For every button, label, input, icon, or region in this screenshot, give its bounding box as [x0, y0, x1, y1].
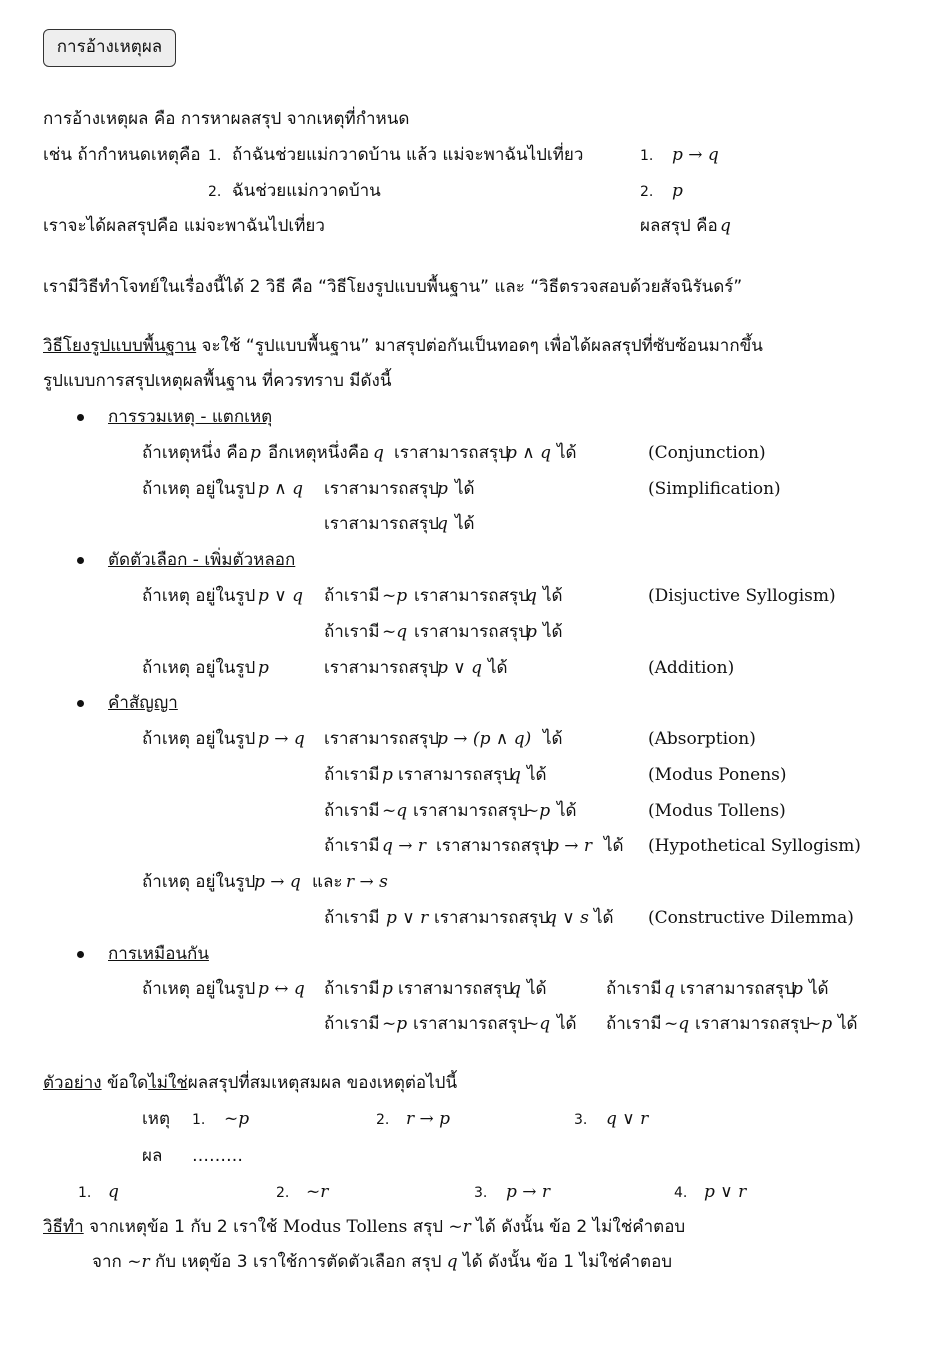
impl-r6-cm: p ∨ r	[386, 908, 429, 928]
basic-method-desc: จะใช้ “รูปแบบพื้นฐาน” มาสรุปต่อกันเป็นทอดๆ เพื่อได้ผลสรุปที่ซับซ้อนมากขึ้น	[196, 336, 763, 356]
impl-r1-name: (Absorption)	[648, 729, 756, 749]
equiv-r1-fm: q	[664, 979, 675, 999]
choice-1-num: 1.	[78, 1185, 92, 1201]
choice-2-num: 2.	[276, 1185, 290, 1201]
impl-r3-d: ได้	[557, 801, 577, 821]
choice-3-num: 3.	[474, 1185, 488, 1201]
disj-r1-c: ถ้าเรามี	[324, 586, 380, 606]
disj-r3-name: (Addition)	[648, 658, 735, 678]
impl-r3-cm: ~q	[382, 801, 408, 821]
equiv-r2-g: เราสามารถสรุป	[695, 1014, 810, 1034]
conj-r1-a: ถ้าเหตุหนึ่ง คือ	[142, 443, 249, 463]
impl-r1-cm: p → (p ∧ q)	[437, 729, 532, 749]
solution-s2-m: ~r	[127, 1252, 150, 1272]
equiv-r1-g: เราสามารถสรุป	[680, 979, 795, 999]
impl-r4-em: p → r	[548, 836, 593, 856]
example-lead: เช่น ถ้ากำหนดเหตุคือ	[43, 145, 201, 165]
disj-r2-e: เราสามารถสรุป	[414, 622, 529, 642]
example-q-u: ไม่ใช่	[148, 1073, 188, 1093]
premise1-text: ถ้าฉันช่วยแม่กวาดบ้าน แล้ว แม่จะพาฉันไปเที่ยว	[232, 145, 584, 165]
disj-r3-m: p	[258, 658, 269, 678]
disj-r1-m: p ∨ q	[258, 586, 304, 606]
impl-heading: คำสัญญา	[108, 693, 178, 713]
impl-r5-m2: r → s	[346, 872, 388, 892]
conj-r1-c: เราสามารถสรุป	[394, 443, 509, 463]
conj-r2-cm: p	[437, 479, 448, 499]
conj-r1-b: อีกเหตุหนึ่งคือ	[268, 443, 370, 463]
impl-r2-name: (Modus Ponens)	[648, 765, 787, 785]
equiv-r1-f: ถ้าเรามี	[606, 979, 662, 999]
conj-r1-m: p ∧ q	[506, 443, 552, 463]
equiv-r1-c: ถ้าเรามี	[324, 979, 380, 999]
basic-method-desc2: รูปแบบการสรุปเหตุผลพื้นฐาน ที่ควรทราบ มีดังนี้	[43, 371, 392, 391]
bullet-equiv	[77, 951, 84, 958]
methods-line: เรามีวิธีทำโจทย์ในเรื่องนี้ได้ 2 วิธี คือ “วิธีโยงรูปแบบพื้นฐาน” และ “วิธีตรวจสอบด้วยสัจนิรันดร์”	[43, 277, 743, 297]
equiv-r2-cm: ~p	[382, 1014, 408, 1034]
impl-r4-e: เราสามารถสรุป	[436, 836, 551, 856]
disj-r1-e: เราสามารถสรุป	[414, 586, 529, 606]
impl-r6-d: ได้	[594, 908, 614, 928]
equiv-r1-cm: p	[382, 979, 393, 999]
conj-r3-cm: q	[437, 514, 448, 534]
impl-r2-cm: p	[382, 765, 393, 785]
impl-r1-c: เราสามารถสรุป	[324, 729, 439, 749]
disj-r2-d: ได้	[543, 622, 563, 642]
impl-r3-e: เราสามารถสรุป	[413, 801, 528, 821]
equiv-r1-h: ได้	[809, 979, 829, 999]
example-question	[43, 1072, 457, 1094]
equiv-heading: การเหมือนกัน	[108, 944, 209, 964]
solution-s2-m2: q	[446, 1252, 458, 1272]
equiv-r1-m: p ↔ q	[258, 979, 305, 999]
example-p2: r → p	[406, 1109, 451, 1129]
solution-s2-a: จาก	[92, 1252, 128, 1272]
example-p1-num: 1.	[192, 1112, 206, 1128]
impl-r2-d: ได้	[527, 765, 547, 785]
disj-heading: ตัดตัวเลือก - เพิ่มตัวหลอก	[108, 550, 296, 570]
premise2-text: ฉันช่วยแม่กวาดบ้าน	[232, 181, 381, 201]
conj-r3-c: เราสามารถสรุป	[324, 514, 439, 534]
solution-s1-c: ได้ ดังนั้น ข้อ 2 ไม่ใช่คำตอบ	[470, 1217, 686, 1237]
choice-4-expr: p ∨ r	[704, 1182, 747, 1202]
bullet-disj	[77, 557, 84, 564]
bullet-impl	[77, 700, 84, 707]
choice-3-expr: p → r	[506, 1182, 551, 1202]
page-title: การอ้างเหตุผล	[43, 29, 176, 67]
example-label: ตัวอย่าง	[43, 1073, 102, 1093]
equiv-r2-em: ~q	[525, 1014, 551, 1034]
impl-r3-name: (Modus Tollens)	[648, 801, 786, 821]
equiv-r2-h: ได้	[838, 1014, 858, 1034]
conj-r1-name: (Conjunction)	[648, 443, 766, 463]
equiv-r2-fm: ~q	[664, 1014, 690, 1034]
equiv-r2-d: ได้	[557, 1014, 577, 1034]
equiv-r1-a: ถ้าเหตุ อยู่ในรูป	[142, 979, 256, 999]
conj-r2-a: ถ้าเหตุ อยู่ในรูป	[142, 479, 256, 499]
disj-r3-a: ถ้าเหตุ อยู่ในรูป	[142, 658, 256, 678]
disj-r3-d: ได้	[488, 658, 508, 678]
disj-r1-d: ได้	[543, 586, 563, 606]
conj-r2-name: (Simplification)	[648, 479, 781, 499]
solution-line-1	[43, 1216, 685, 1238]
conj-r1-p: p	[250, 443, 261, 463]
impl-r6-name: (Constructive Dilemma)	[648, 908, 854, 928]
impl-r6-e: เราสามารถสรุป	[434, 908, 549, 928]
definition-text: การอ้างเหตุผล คือ การหาผลสรุป จากเหตุที่กำหนด	[43, 109, 410, 129]
equiv-r1-e: เราสามารถสรุป	[398, 979, 513, 999]
impl-r4-c: ถ้าเรามี	[324, 836, 380, 856]
solution-s1-rule: Modus Tollens	[282, 1217, 408, 1237]
conj-r1-q: q	[373, 443, 384, 463]
sym1: p → q	[672, 145, 719, 165]
equiv-r2-f: ถ้าเรามี	[606, 1014, 662, 1034]
impl-r2-c: ถ้าเรามี	[324, 765, 380, 785]
conj-r3-d: ได้	[455, 514, 475, 534]
impl-r1-m: p → q	[258, 729, 305, 749]
conj-r2-d: ได้	[455, 479, 475, 499]
choice-2-expr: ~r	[306, 1182, 329, 1202]
impl-r1-a: ถ้าเหตุ อยู่ในรูป	[142, 729, 256, 749]
disj-r3-cm: p ∨ q	[437, 658, 483, 678]
example-result-dots: ………	[192, 1146, 243, 1166]
solution-line-2	[92, 1251, 672, 1273]
impl-r4-d: ได้	[604, 836, 624, 856]
solution-s1-m: ~r	[448, 1217, 471, 1237]
example-q-a: ข้อใด	[107, 1073, 149, 1093]
equiv-r1-d: ได้	[527, 979, 547, 999]
impl-r1-d: ได้	[543, 729, 563, 749]
impl-r5-a: ถ้าเหตุ อยู่ในรูป	[142, 872, 256, 892]
example-q-b: ผลสรุปที่สมเหตุสมผล ของเหตุต่อไปนี้	[187, 1073, 458, 1093]
premise1-num: 1.	[208, 148, 222, 164]
sym2-num: 2.	[640, 184, 654, 200]
disj-r2-cm: ~q	[382, 622, 408, 642]
example-p3-num: 3.	[574, 1112, 588, 1128]
disj-r1-a: ถ้าเหตุ อยู่ในรูป	[142, 586, 256, 606]
disj-r3-c: เราสามารถสรุป	[324, 658, 439, 678]
choice-1-expr: q	[108, 1182, 119, 1202]
basic-method-heading: วิธีโยงรูปแบบพื้นฐาน	[43, 336, 197, 356]
example-p1: ~p	[224, 1109, 250, 1129]
sym2: p	[672, 181, 683, 201]
equiv-r2-gm: ~p	[807, 1014, 833, 1034]
disj-r2-c: ถ้าเรามี	[324, 622, 380, 642]
impl-r5-m1: p → q	[254, 872, 301, 892]
solution-s2-b: กับ เหตุข้อ 3 เราใช้การตัดตัวเลือก สรุป	[149, 1252, 447, 1272]
disj-r1-em: q	[526, 586, 537, 606]
solution-s1-b: สรุป	[407, 1217, 449, 1237]
choice-4-num: 4.	[674, 1185, 688, 1201]
premise2-num: 2.	[208, 184, 222, 200]
solution-s1-a: จากเหตุข้อ 1 กับ 2 เราใช้	[83, 1217, 283, 1237]
conj-r2-c: เราสามารถสรุป	[324, 479, 439, 499]
sym1-num: 1.	[640, 148, 654, 164]
impl-r3-c: ถ้าเรามี	[324, 801, 380, 821]
sym-conclusion: q	[720, 216, 731, 236]
example-p3: q ∨ r	[606, 1109, 649, 1129]
disj-r2-em: p	[526, 622, 537, 642]
example-result-label: ผล	[142, 1146, 163, 1166]
conj-r1-d: ได้	[557, 443, 577, 463]
impl-r4-name: (Hypothetical Syllogism)	[648, 836, 861, 856]
conj-heading: การรวมเหตุ - แตกเหตุ	[108, 407, 273, 427]
conclusion-text: เราจะได้ผลสรุปคือ แม่จะพาฉันไปเที่ยว	[43, 216, 325, 236]
example-p2-num: 2.	[376, 1112, 390, 1128]
impl-r5-and: และ	[312, 872, 343, 892]
example-premise-label: เหตุ	[142, 1109, 171, 1129]
impl-r3-em: ~p	[525, 801, 551, 821]
impl-r2-em: q	[510, 765, 521, 785]
impl-r6-c: ถ้าเรามี	[324, 908, 380, 928]
basic-method-paragraph	[43, 335, 763, 357]
impl-r2-e: เราสามารถสรุป	[398, 765, 513, 785]
equiv-r1-em: q	[510, 979, 521, 999]
conj-r2-m: p ∧ q	[258, 479, 304, 499]
disj-r1-cm: ~p	[382, 586, 408, 606]
equiv-r2-c: ถ้าเรามี	[324, 1014, 380, 1034]
impl-r6-em: q ∨ s	[546, 908, 589, 928]
equiv-r2-e: เราสามารถสรุป	[413, 1014, 528, 1034]
sym-conclusion-label: ผลสรุป คือ	[640, 216, 718, 236]
bullet-conj	[77, 414, 84, 421]
disj-r1-name: (Disjuctive Syllogism)	[648, 586, 836, 606]
solution-s2-c: ได้ ดังนั้น ข้อ 1 ไม่ใช่คำตอบ	[457, 1252, 673, 1272]
solution-label: วิธีทำ	[43, 1217, 84, 1237]
equiv-r1-gm: p	[792, 979, 803, 999]
impl-r4-cm: q → r	[382, 836, 427, 856]
